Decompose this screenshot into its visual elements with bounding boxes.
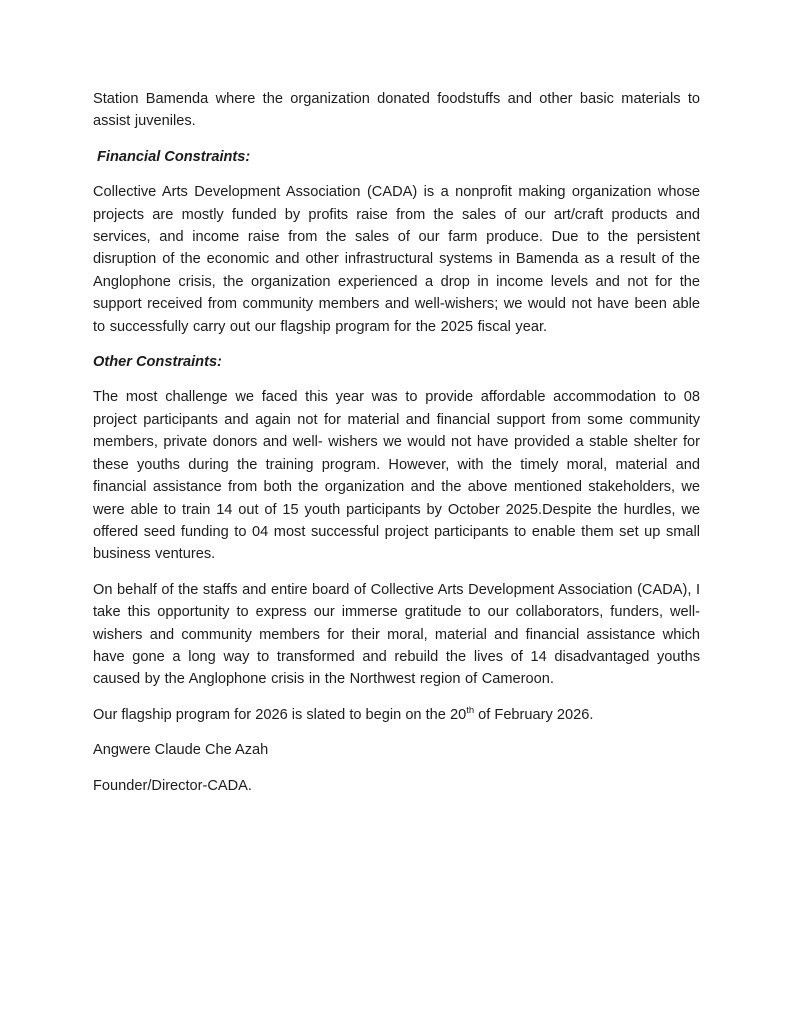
flagship-text-before-superscript: Our flagship program for 2026 is slated to begin on the 20	[93, 706, 467, 723]
signature-name: Angwere Claude Che Azah	[93, 742, 269, 759]
signature-title: Founder/Director-CADA.	[93, 777, 252, 794]
paragraph-station-bamenda: Station Bamenda where the organization donated foodstuffs and other basic materials to assist juveniles.	[93, 91, 700, 130]
paragraph-other-constraints: The most challenge we faced this year was to provide affordable accommodation to 08 project participants and again not for material and financial support from some community members, private donors and well- wishers we would not have provided a stable shelter for these youths during the training program. However, with the timely moral, material and financial assistance from both the organization and the above mentioned stakeholders, we were able to train 14 out of 15 youth participants by October 2025.Despite the hurdles, we offered seed funding to 04 most successful project participants to enable them set up small business ventures.	[93, 389, 700, 563]
paragraph-financial-constraints: Collective Arts Development Association (CADA) is a nonprofit making organization whose projects are mostly funded by profits raise from the sales of our art/craft products and services, and income raise from the sales of our farm produce. Due to the persistent disruption of the economic and other infrastructural systems in Bamenda as a result of the Anglophone crisis, the organization experienced a drop in income levels and not for the support received from community members and well-wishers; we would not have been able to successfully carry out our flagship program for the 2025 fiscal year.	[93, 184, 700, 335]
flagship-text-after-superscript: of February 2026.	[474, 706, 594, 723]
heading-other-constraints: Other Constraints:	[93, 354, 222, 371]
paragraph-gratitude: On behalf of the staffs and entire board of Collective Arts Development Association (CADA), I take this opportunity to express our immerse gratitude to our collaborators, funders, well-wishers and community members for their moral, material and financial assistance which have gone a long way to transformed and rebuild the lives of 14 disadvantaged youths caused by the Anglophone crisis in the Northwest region of Cameroon.	[93, 581, 701, 688]
ordinal-superscript: th	[466, 704, 475, 716]
paragraph-flagship-2026	[93, 704, 700, 726]
document-content	[93, 88, 700, 810]
heading-financial-constraints: Financial Constraints:	[97, 148, 251, 165]
